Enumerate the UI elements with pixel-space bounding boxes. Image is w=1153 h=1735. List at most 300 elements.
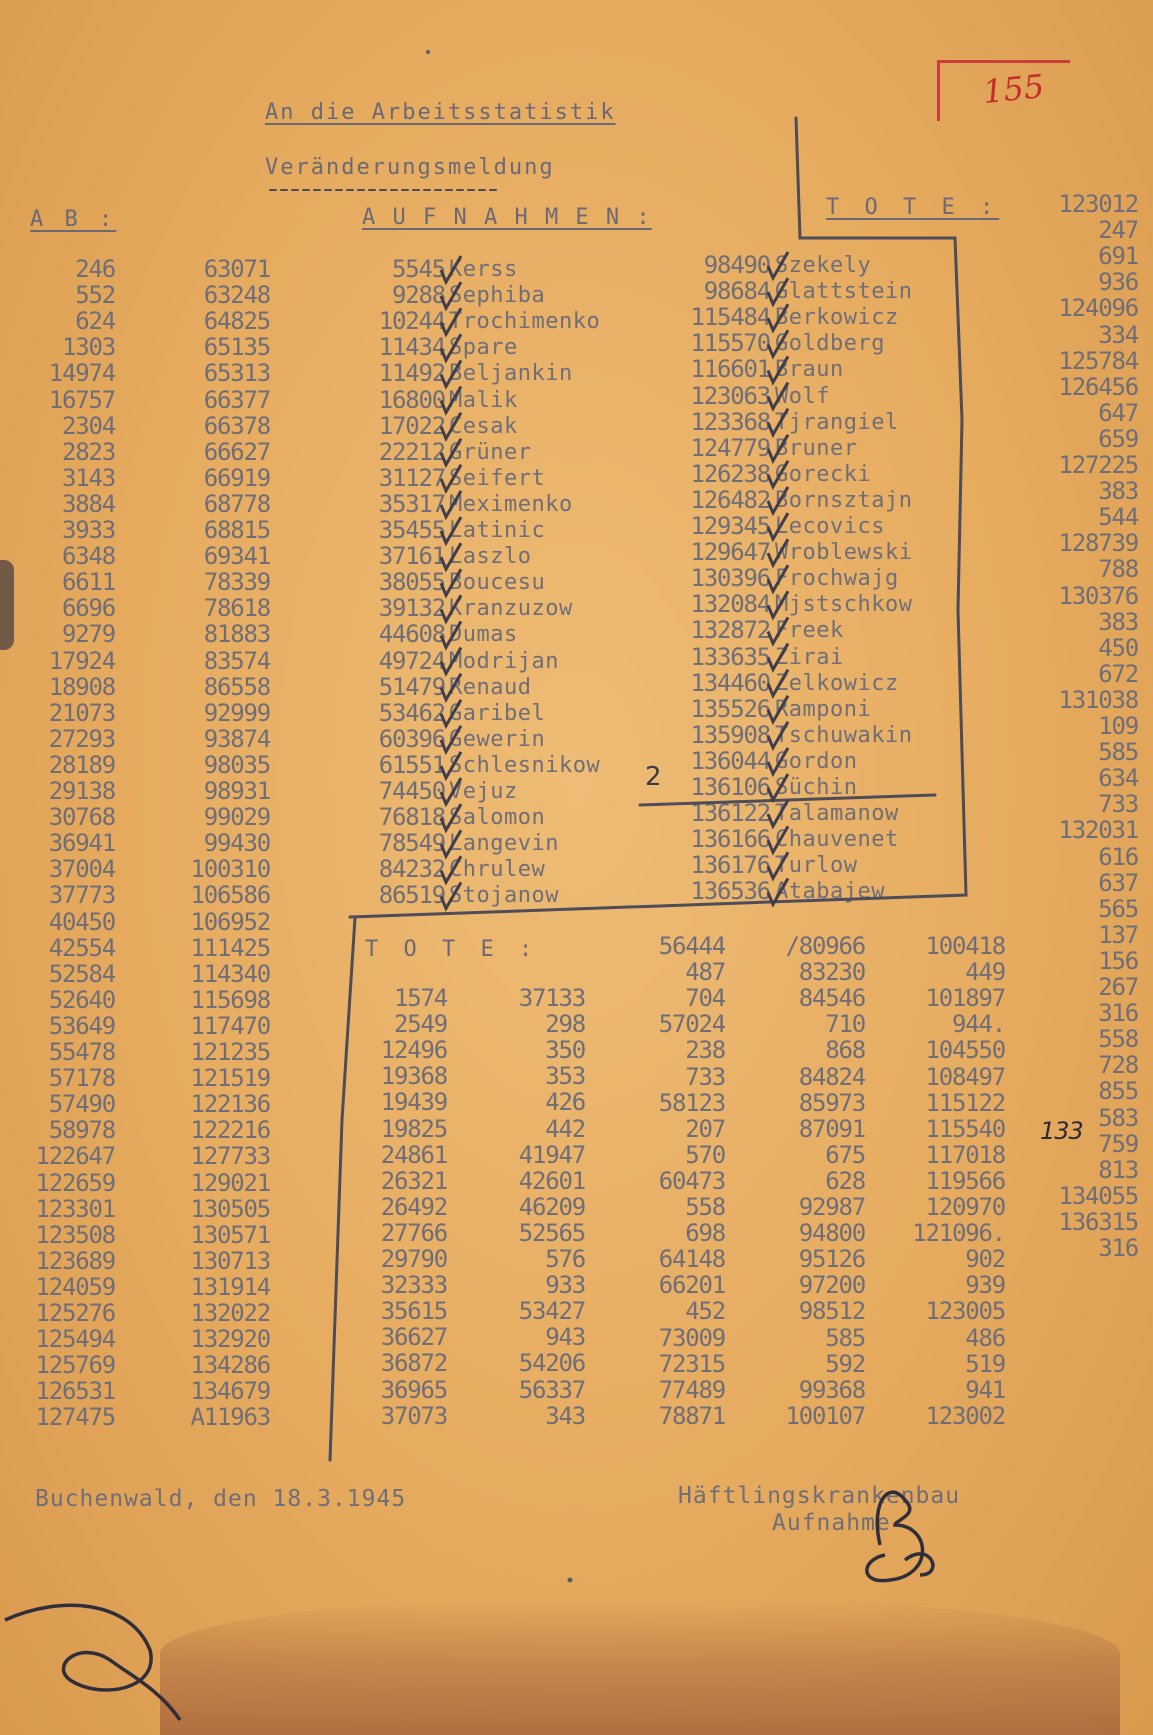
ab_col1-cell: 246 (75, 255, 115, 283)
ab_col1-cell: 122659 (35, 1168, 115, 1197)
check-mark (441, 700, 461, 726)
ab_col2-cell: 66378 (203, 411, 270, 440)
side_col-cell: 334 (1098, 320, 1138, 349)
side_col-cell: 788 (1098, 555, 1138, 584)
side_col-cell: 128739 (1058, 529, 1138, 558)
tote_bottom.c3-cell: 452 (685, 1297, 725, 1326)
side_col-cell: 383 (1098, 477, 1138, 506)
tote_bottom.c5-cell: 119566 (925, 1166, 1005, 1195)
check-mark (768, 356, 788, 382)
tote_bottom.c1-cell: 27766 (380, 1218, 447, 1247)
ab_col2-cell: 78339 (203, 568, 270, 597)
ab_col1-cell: 3143 (62, 463, 115, 492)
ab_col2-cell: 92999 (203, 698, 270, 727)
ab_col2-cell: 117470 (190, 1011, 270, 1040)
ab_col2-cell: 86558 (203, 672, 270, 701)
tote_top_names-cell: Wolf (775, 383, 830, 409)
tote_bottom.c2-cell: 46209 (518, 1192, 585, 1221)
aufnahmen_nums-cell: 35317 (378, 489, 445, 518)
ab_col1-cell: 17924 (48, 646, 115, 675)
ab_col1-cell: 6611 (62, 568, 115, 597)
tote_top_names-cell: Gordon (775, 748, 858, 774)
check-mark (768, 617, 788, 643)
tote_bottom.c2-cell: 52565 (518, 1218, 585, 1247)
ab_col2-cell: 66627 (203, 437, 270, 466)
tote_bottom.c3-cell: 58123 (658, 1088, 725, 1117)
check-mark (768, 591, 788, 617)
ab_col1-cell: 40450 (48, 907, 115, 936)
ab_col1-cell: 125494 (35, 1325, 115, 1354)
tote_bottom.c5-cell: 939 (965, 1271, 1005, 1300)
check-mark (441, 778, 461, 804)
tote_bottom.c4-cell: 100107 (785, 1401, 865, 1430)
check-mark (768, 487, 788, 513)
ab_col1-cell: 28189 (48, 750, 115, 779)
ab_col2-cell: 130505 (190, 1194, 270, 1223)
ab_col1-cell: 124059 (35, 1272, 115, 1301)
place-date: Buchenwald, den 18.3.1945 (35, 1486, 407, 1512)
aufnahmen_nums-cell: 74450 (378, 777, 445, 805)
check-mark (441, 491, 461, 517)
tote_bottom.c5-cell: 123002 (925, 1401, 1005, 1430)
tote_bottom.c2-cell: 353 (545, 1062, 585, 1091)
check-marks-tote (768, 252, 788, 904)
aufnahmen_names-cell: Malik (449, 387, 518, 413)
ab_col1-cell: 6348 (62, 542, 115, 571)
check-mark (768, 330, 788, 356)
side_col-cell: 137 (1098, 920, 1138, 949)
ab_col2-cell: 99430 (203, 829, 270, 858)
tote_bottom.c2-cell: 426 (545, 1088, 585, 1117)
tote_bottom.c4-cell: 87091 (798, 1114, 865, 1143)
ab_col1-cell: 53649 (48, 1011, 115, 1040)
tote_bottom.c2-cell: 37133 (518, 984, 585, 1012)
ab_col2-cell: 68778 (203, 489, 270, 518)
check-mark (441, 256, 461, 282)
side_col-cell: 383 (1098, 607, 1138, 636)
ab_col1-cell: 55478 (48, 1038, 115, 1066)
tote_bottom.c4-cell: 675 (825, 1140, 865, 1169)
tote_bottom.c1-cell: 26321 (380, 1166, 447, 1195)
tote_bottom.c3-cell: 570 (685, 1140, 725, 1169)
side_col-cell: 659 (1098, 424, 1138, 453)
tote_bottom.c5-cell: 123005 (925, 1297, 1005, 1326)
aufnahmen_names-cell: Renaud (449, 674, 532, 700)
aufnahmen_nums-cell: 84232 (378, 855, 445, 884)
side_col-cell: 267 (1098, 973, 1138, 1001)
ab_col2-cell: 121235 (190, 1038, 270, 1066)
ab_col1-cell: 9279 (62, 620, 115, 649)
tote_bottom.c4-cell: 97200 (798, 1271, 865, 1300)
check-mark (441, 543, 461, 569)
tote_bottom.c3-cell: 733 (685, 1062, 725, 1091)
ab_col1-cell: 123508 (35, 1220, 115, 1249)
ab_col2-cell: 122136 (190, 1090, 270, 1119)
aufnahmen_nums-cell: 61551 (378, 750, 445, 779)
ab_col1-cell: 16757 (48, 385, 115, 414)
check-mark (441, 882, 461, 908)
tote_bottom.c1-cell: 36872 (380, 1349, 447, 1378)
side_col-cell: 136315 (1058, 1207, 1138, 1236)
side_col-cell: 583 (1098, 1103, 1138, 1132)
section-tote-bottom-heading: T O T E : (365, 937, 539, 962)
check-mark (441, 413, 461, 439)
side_col-cell: 109 (1098, 712, 1138, 740)
tote_bottom.c5-cell: 944. (952, 1010, 1005, 1039)
aufnahmen_nums-cell: 49724 (378, 646, 445, 675)
tote_top_names-cell: Bruner (775, 435, 858, 461)
tote_bottom.c5-cell: 115122 (925, 1088, 1005, 1117)
tote_bottom.c2-cell: 53427 (518, 1297, 585, 1326)
aufnahmen_names-cell: Stojanow (449, 883, 559, 909)
tote_top_nums-cell: 116601 (690, 355, 770, 384)
tote_bottom.c1-cell: 26492 (380, 1192, 447, 1221)
tote_bottom.c3-cell: 73009 (658, 1323, 725, 1352)
check-mark (441, 282, 461, 308)
aufnahmen_names-cell: Dumas (449, 622, 518, 648)
aufnahmen_nums-cell: 86519 (378, 881, 445, 910)
ab_col2-cell: 98931 (203, 777, 270, 805)
check-mark (768, 852, 788, 878)
ab_col2-cell: 121519 (190, 1064, 270, 1093)
tote_bottom.c1-cell: 36627 (380, 1323, 447, 1352)
tote_bottom.c5-cell: 120970 (925, 1193, 1005, 1221)
tote_bottom.c5-cell: 121096. (912, 1219, 1005, 1248)
aufnahmen_nums-cell: 76818 (378, 803, 445, 832)
ab_col1-cell: 624 (75, 307, 115, 336)
check-mark (768, 252, 788, 278)
aufnahmen_nums-cell: 11434 (378, 333, 445, 362)
aufnahmen_names-cell: Trochimenko (449, 309, 601, 335)
check-mark (441, 752, 461, 778)
tote_top_names-cell: Atabajew (775, 879, 885, 905)
ab_col1-cell: 125276 (35, 1299, 115, 1327)
tote_bottom.c1-cell: 19439 (380, 1088, 447, 1117)
tote_top_nums-cell: 115570 (690, 329, 770, 358)
ab_col2-cell: 114340 (190, 959, 270, 988)
tote_top_names-cell: Chauvenet (775, 827, 899, 853)
tote_bottom.c3-cell: 77489 (658, 1375, 725, 1404)
check-mark (768, 383, 788, 409)
aufnahmen_names-cell: Seifert (449, 465, 546, 491)
aufnahmen_nums-cell: 78549 (378, 829, 445, 858)
check-mark (768, 644, 788, 670)
tote_top_names-cell: Turlow (775, 853, 858, 879)
aufnahmen_nums-cell: 44608 (378, 620, 445, 649)
tote_top_nums-cell: 129345 (690, 512, 770, 540)
tote_top_names-cell: Ramponi (775, 696, 872, 722)
aufnahmen_names-cell: Meximenko (449, 491, 573, 517)
tote_bottom.c5-cell: 100418 (925, 932, 1005, 960)
tote_bottom.c3-cell: 66201 (658, 1271, 725, 1300)
tote_bottom.c4-cell: 84824 (798, 1062, 865, 1091)
ab_col2-cell: 130571 (190, 1220, 270, 1249)
aufnahmen_nums-cell: 9288 (392, 281, 445, 310)
check-mark (441, 804, 461, 830)
side_col-cell: 565 (1098, 894, 1138, 923)
ab_col2-cell: 63071 (203, 255, 270, 283)
tote_top_nums-cell: 135526 (690, 694, 770, 723)
check-mark (441, 595, 461, 621)
tote_top_names-cell: Glattstein (775, 279, 913, 305)
side_col-cell: 855 (1098, 1077, 1138, 1106)
ab_col1-cell: 14974 (48, 359, 115, 388)
tote_bottom.c1-cell: 29790 (380, 1245, 447, 1273)
check-mark (441, 439, 461, 465)
aufnahmen_names-cell: Beljankin (449, 361, 573, 387)
check-mark (768, 774, 788, 800)
ab_col1-cell: 122647 (35, 1142, 115, 1171)
tote_top_nums-cell: 129647 (690, 538, 770, 567)
ab_col2-cell: 122216 (190, 1116, 270, 1145)
tote_top_names-cell: Tjrangiel (775, 409, 899, 435)
tote_bottom.c5-cell: 486 (965, 1323, 1005, 1352)
check-mark (768, 304, 788, 330)
aufnahmen_names-cell: Salomon (449, 805, 546, 831)
tote_top_nums-cell: 123063 (690, 381, 770, 410)
ab_col2-cell: 93874 (203, 724, 270, 753)
check-mark (768, 409, 788, 435)
ab_col1-cell: 3933 (62, 516, 115, 544)
aufnahmen_names-cell: Gewerin (449, 726, 546, 752)
ab_col1-cell: 37004 (48, 855, 115, 884)
tote_bottom.c5-cell: 902 (965, 1245, 1005, 1274)
tote_bottom.c4-cell: /80966 (785, 932, 865, 960)
tote_bottom.c3-cell: 487 (685, 958, 725, 987)
ab_col2-cell: 131914 (190, 1272, 270, 1301)
ab_col2-cell: 64825 (203, 307, 270, 336)
ab_col1-cell: 36941 (48, 829, 115, 858)
aufnahmen_names-cell: Langevin (449, 831, 559, 857)
tote_top_names-cell: Szekely (775, 253, 872, 278)
side_col-cell: 558 (1098, 1025, 1138, 1054)
ab_col2-cell: 66377 (203, 385, 270, 414)
tote_bottom.c2-cell: 442 (545, 1114, 585, 1143)
tote_bottom.c3-cell: 698 (685, 1219, 725, 1248)
tote_bottom.c1-cell: 32333 (380, 1271, 447, 1300)
ab_col2-cell: 111425 (190, 933, 270, 962)
aufnahmen_nums-cell: 38055 (378, 568, 445, 597)
check-mark (441, 387, 461, 413)
tote_top_nums-cell: 115484 (690, 303, 770, 332)
ab_col2-cell: 78618 (203, 594, 270, 623)
aufnahmen_names-cell: Latinic (449, 518, 546, 543)
ab_col1-cell: 57490 (48, 1090, 115, 1119)
ab_col1-cell: 123689 (35, 1246, 115, 1275)
tote_top_nums-cell: 126482 (690, 485, 770, 514)
check-mark (768, 826, 788, 852)
tote_bottom.c3-cell: 72315 (658, 1349, 725, 1378)
aufnahmen_names-cell: Chrulew (449, 857, 546, 883)
side_col-cell: 637 (1098, 868, 1138, 897)
aufnahmen_names-cell: Laszlo (449, 544, 532, 570)
tote_bottom.c4-cell: 83230 (798, 958, 865, 987)
tote_bottom.c5-cell: 115540 (925, 1114, 1005, 1143)
aufnahmen_names-cell: Schlesnikow (449, 752, 601, 778)
check-mark (768, 513, 788, 539)
ab_col2-cell: 106586 (190, 881, 270, 910)
ab_col1-cell: 552 (75, 281, 115, 310)
ab_col2-cell: 66919 (203, 463, 270, 492)
side_col-cell: 316 (1098, 999, 1138, 1028)
ab_col1-cell: 2823 (62, 437, 115, 466)
tote_bottom.c4-cell: 98512 (798, 1297, 865, 1326)
ab_col2-cell: 98035 (203, 750, 270, 779)
tote_top_nums-cell: 130396 (690, 564, 770, 593)
side_col-cell: 130376 (1058, 581, 1138, 610)
check-mark (441, 308, 461, 334)
tote_top_nums-cell: 136536 (690, 877, 770, 906)
aufnahmen_names-cell: Garibel (449, 700, 546, 726)
side_col-cell: 544 (1098, 503, 1138, 532)
tote_top_names-cell: Freek (775, 618, 844, 644)
tote_top_names-cell: Wroblewski (775, 540, 913, 566)
ab_col1-cell: 123301 (35, 1194, 115, 1223)
aufnahmen_names-cell: Kerss (449, 257, 518, 282)
ab_col2-cell: 132920 (190, 1325, 270, 1354)
tote_bottom.c2-cell: 56337 (518, 1375, 585, 1404)
side_col-cell: 616 (1098, 842, 1138, 871)
side_col-cell: 247 (1098, 216, 1138, 245)
aufnahmen_nums-cell: 10244 (378, 307, 445, 336)
aufnahmen_nums-cell: 31127 (378, 463, 445, 492)
ab_col1-cell: 127475 (35, 1403, 115, 1432)
margin-note: 133 (1040, 1117, 1083, 1145)
ab_col2-cell: 129021 (190, 1168, 270, 1197)
office-line-1: Häftlingskrankenbau (678, 1483, 961, 1509)
page-number: 155 (981, 66, 1046, 112)
check-mark (441, 465, 461, 491)
check-mark (768, 461, 788, 487)
tote_bottom.c4-cell: 95126 (798, 1245, 865, 1274)
side_col-cell: 156 (1098, 946, 1138, 975)
aufnahmen_nums-cell: 16800 (378, 385, 445, 414)
check-mark (768, 722, 788, 748)
tote_bottom.c1-cell: 37073 (380, 1401, 447, 1430)
check-mark (441, 360, 461, 386)
tote_top_nums-cell: 135908 (690, 720, 770, 749)
ab_col2-cell: 132022 (190, 1299, 270, 1327)
tote_top_names-cell: Goldberg (775, 331, 885, 357)
tote_bottom.c4-cell: 628 (825, 1166, 865, 1195)
aufnahmen_names-cell: Boucesu (449, 570, 546, 596)
tote_bottom.c5-cell: 449 (965, 958, 1005, 987)
ab_col1-cell: 30768 (48, 803, 115, 832)
side_col-cell: 634 (1098, 764, 1138, 793)
aufnahmen_names-cell: Sephiba (449, 283, 546, 309)
tote_bottom.c1-cell: 12496 (380, 1036, 447, 1065)
side_col-cell: 691 (1098, 242, 1138, 271)
side_col-cell: 316 (1098, 1234, 1138, 1262)
ab_col1-cell: 52640 (48, 985, 115, 1014)
tote_top_nums-cell: 126238 (690, 459, 770, 488)
aufnahmen_names-cell: Vejuz (449, 779, 518, 804)
tote_bottom.c1-cell: 1574 (394, 984, 447, 1012)
side_col-cell: 450 (1098, 633, 1138, 662)
ab_col2-cell: 134679 (190, 1377, 270, 1406)
tote_top_names-cell: Berkowicz (775, 305, 899, 331)
tote_bottom.c5-cell: 101897 (925, 984, 1005, 1013)
aufnahmen_names-cell: Grüner (449, 439, 532, 465)
ab_col1-cell: 57178 (48, 1064, 115, 1093)
tote-bottom-bracket (330, 918, 355, 1460)
tote_bottom.c4-cell: 92987 (798, 1193, 865, 1221)
ab_col2-cell: 130713 (190, 1246, 270, 1275)
ab_col1-cell: 52584 (48, 959, 115, 988)
aufnahmen_names-cell: Kranzuzow (449, 596, 573, 622)
ab_col2-cell: 106952 (190, 907, 270, 936)
check-mark (441, 517, 461, 543)
tote_top_nums-cell: 123368 (690, 407, 770, 436)
side_col-cell: 127225 (1058, 451, 1138, 479)
ab_col2-cell: 65313 (203, 359, 270, 388)
tote_top_names-cell: Frochwajg (775, 566, 899, 592)
ab_col1-cell: 42554 (48, 933, 115, 962)
ab_col2-cell: 63248 (203, 281, 270, 310)
tote_bottom.c5-cell: 941 (965, 1375, 1005, 1404)
check-mark (441, 648, 461, 674)
ab_col1-cell: 18908 (48, 672, 115, 701)
tote_top_nums-cell: 132084 (690, 590, 770, 619)
tote_bottom.c1-cell: 36965 (380, 1375, 447, 1404)
aufnahmen_nums-cell: 39132 (378, 594, 445, 623)
office-line-2: Aufnahme (772, 1510, 891, 1536)
ab_col1-cell: 37773 (48, 881, 115, 910)
tote_bottom.c4-cell: 94800 (798, 1219, 865, 1248)
side_col-cell: 672 (1098, 659, 1138, 688)
tote_top_nums-cell: 132872 (690, 616, 770, 645)
tote_top_names-cell: Bornsztajn (775, 487, 913, 513)
side_col-cell: 813 (1098, 1155, 1138, 1184)
tote_bottom.c5-cell: 117018 (925, 1140, 1005, 1169)
tote_bottom.c1-cell: 19368 (380, 1062, 447, 1091)
check-marks-aufnahmen (441, 256, 461, 908)
tote_bottom.c2-cell: 42601 (518, 1166, 585, 1195)
ab_col2-cell: 68815 (203, 516, 270, 544)
aufnahmen_nums-cell: 5545 (392, 255, 445, 283)
tote_top_names-cell: Lecovics (775, 514, 885, 539)
check-mark (441, 621, 461, 647)
ab_col1-cell: 3884 (62, 489, 115, 518)
tote_bottom.c1-cell: 2549 (394, 1010, 447, 1039)
signature-bo (867, 1492, 933, 1580)
ab_col2-cell: 81883 (203, 620, 270, 649)
aufnahmen_nums-cell: 17022 (378, 411, 445, 440)
tote_bottom.c3-cell: 238 (685, 1036, 725, 1065)
tote_top_nums-cell: 133635 (690, 642, 770, 671)
tote_bottom.c5-cell: 519 (965, 1349, 1005, 1378)
document-title: An die Arbeitsstatistik (265, 100, 616, 125)
side_col-cell: 126456 (1058, 372, 1138, 401)
ab_col1-cell: 126531 (35, 1377, 115, 1406)
side_col-cell: 134055 (1058, 1181, 1138, 1210)
ab_col2-cell: 83574 (203, 646, 270, 675)
check-mark (441, 674, 461, 700)
section-tote-top-heading: T O T E : (826, 195, 1000, 220)
ab_col2-cell: 127733 (190, 1142, 270, 1171)
check-mark (441, 334, 461, 360)
tote_bottom.c1-cell: 35615 (380, 1297, 447, 1326)
section-aufnahmen-heading: A U F N A H M E N : (362, 205, 652, 230)
ab_col1-cell: 27293 (48, 724, 115, 753)
side_col-cell: 936 (1098, 268, 1138, 297)
ab_col2-cell: 65135 (203, 333, 270, 362)
tote_bottom.c3-cell: 78871 (658, 1401, 725, 1430)
tote_bottom.c2-cell: 943 (545, 1323, 585, 1352)
ab_col2-cell: 69341 (203, 542, 270, 571)
check-mark (768, 748, 788, 774)
check-mark (768, 670, 788, 696)
